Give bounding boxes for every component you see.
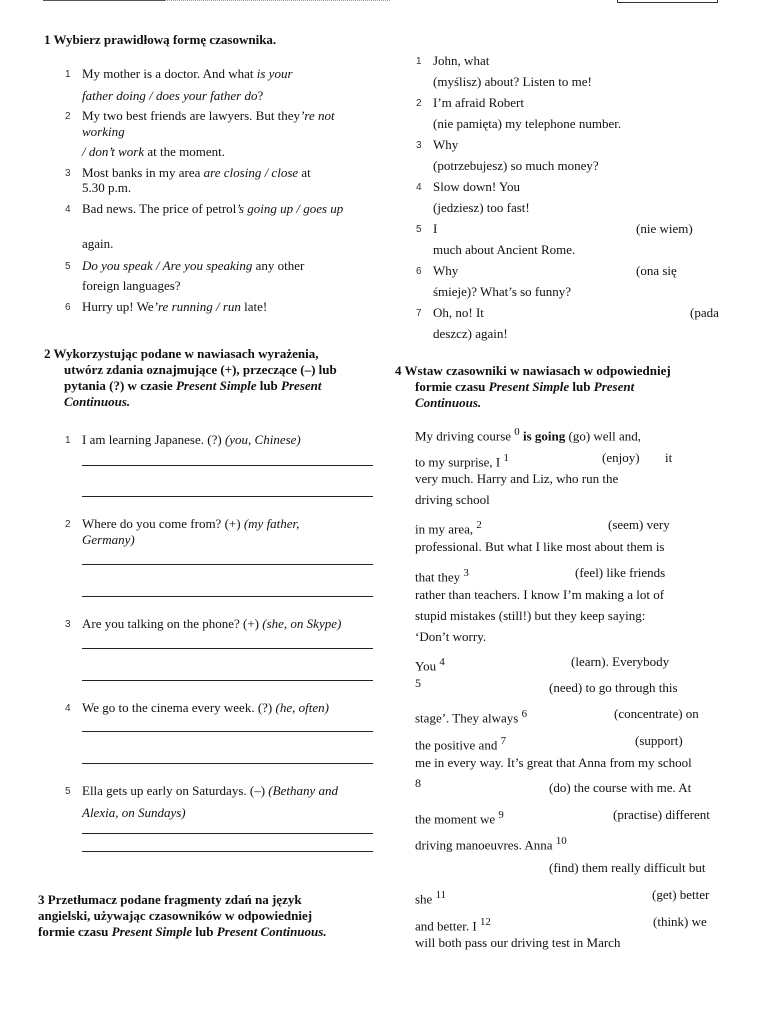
example-answer: is going xyxy=(519,428,566,444)
ex4-line: stupid mistakes (still!) but they keep saying: xyxy=(415,608,646,623)
ex4-title-part: lub xyxy=(569,379,594,394)
ex4-text: she xyxy=(415,891,436,907)
ex1-item-6 xyxy=(82,299,267,315)
ex1-item-4 xyxy=(82,201,372,217)
ex4-text: (think) we xyxy=(653,914,707,929)
ex1-option: ’re running / run xyxy=(153,299,241,314)
ex4-text: (get) better xyxy=(652,887,710,902)
ex4-text: (seem) very xyxy=(608,517,670,532)
ex1-item-number: 6 xyxy=(65,302,71,313)
ex3-title-part: lub xyxy=(192,924,217,939)
gap-number: 3 xyxy=(463,567,469,579)
gap-number: 10 xyxy=(555,835,567,847)
ex2-item-hint: (he, often) xyxy=(275,700,329,715)
ex3-title-part: Present Continuous. xyxy=(216,924,327,939)
top-box xyxy=(617,0,718,3)
ex3-item-6-right: (ona się xyxy=(636,263,677,278)
ex3-item-7: Oh, no! It xyxy=(433,305,484,320)
gap-number: 12 xyxy=(479,916,491,928)
answer-line[interactable] xyxy=(82,496,373,497)
ex3-item-6-line2: śmieje)? What’s so funny? xyxy=(433,284,572,299)
ex2-item-number: 3 xyxy=(65,619,71,630)
ex1-item-5 xyxy=(82,258,304,274)
answer-line[interactable] xyxy=(82,763,373,764)
ex1-item-5-line2: foreign languages? xyxy=(82,278,181,293)
ex3-item-number: 1 xyxy=(416,56,422,67)
ex1-option: father doing / does your father do xyxy=(82,88,258,103)
ex1-item-1 xyxy=(82,66,362,82)
gap-number: 1 xyxy=(503,452,509,464)
ex2-item-hint: (you, Chinese) xyxy=(224,432,301,447)
ex1-option: Do you speak / Are you speaking xyxy=(82,258,253,273)
ex3-title xyxy=(38,892,373,940)
ex4-line: professional. But what I like most about them is xyxy=(415,539,665,554)
ex4-text: in my area, xyxy=(415,521,477,537)
ex2-title-part: Present Simple xyxy=(175,378,257,393)
ex1-item-1-line2 xyxy=(82,88,263,104)
ex2-title-line: 2 Wykorzystując podane w nawiasach wyrażenia, xyxy=(44,346,319,361)
ex2-title-part: Present xyxy=(281,378,322,393)
ex3-title-line: 3 Przetłumacz podane fragmenty zdań na język xyxy=(38,892,302,907)
ex4-line xyxy=(415,654,445,674)
ex2-item-hint: (my father, xyxy=(243,516,300,531)
ex4-text: it xyxy=(665,450,673,465)
ex2-item-hint: Germany) xyxy=(82,532,135,547)
gap-number: 11 xyxy=(435,889,447,901)
ex3-item-3-line2: (potrzebujesz) so much money? xyxy=(433,158,599,173)
ex1-item-4-line2: again. xyxy=(82,236,114,251)
ex3-item-6: Why xyxy=(433,263,459,278)
ex4-line: ‘Don’t worry. xyxy=(415,629,487,644)
answer-line[interactable] xyxy=(82,564,373,565)
ex3-title-part: Present Simple xyxy=(111,924,193,939)
gap-number: 2 xyxy=(476,519,482,531)
ex2-item-text: I am learning Japanese. (?) xyxy=(82,432,225,447)
ex1-option: ’s going up / goes up xyxy=(236,201,344,216)
ex2-title-line: utwórz zdania oznajmujące (+), przeczące (–) lub xyxy=(64,362,337,377)
ex4-line xyxy=(415,733,506,753)
ex1-item-text: at the moment. xyxy=(144,144,225,159)
ex4-line xyxy=(415,914,491,934)
ex2-item-number: 2 xyxy=(65,519,71,530)
ex1-item-3-line2: 5.30 p.m. xyxy=(82,180,132,195)
ex4-line xyxy=(415,887,446,907)
top-rule-left xyxy=(43,0,165,1)
ex3-item-number: 2 xyxy=(416,98,422,109)
ex1-item-2 xyxy=(82,108,367,140)
ex1-item-number: 4 xyxy=(65,204,71,215)
ex3-item-1: John, what xyxy=(433,53,490,68)
ex3-title-line: angielski, używając czasowników w odpowiedniej xyxy=(38,908,313,923)
ex4-text: (learn). Everybody xyxy=(571,654,670,669)
ex4-text: the moment we xyxy=(415,811,499,827)
ex1-item-text: My mother is a doctor. And what xyxy=(82,66,257,81)
ex2-item-2 xyxy=(82,516,299,532)
ex3-item-number: 5 xyxy=(416,224,422,235)
ex2-item-4 xyxy=(82,700,329,716)
ex4-text: You xyxy=(415,658,440,674)
ex4-line: me in every way. It’s great that Anna from my school xyxy=(415,755,692,770)
ex4-text: (concentrate) on xyxy=(614,706,699,721)
answer-line[interactable] xyxy=(82,648,373,649)
answer-line[interactable] xyxy=(82,680,373,681)
ex1-item-number: 1 xyxy=(65,69,71,80)
ex3-item-4-line2: (jedziesz) too fast! xyxy=(433,200,530,215)
ex4-line xyxy=(415,450,509,470)
ex3-item-4: Slow down! You xyxy=(433,179,521,194)
ex1-option: is your xyxy=(256,66,293,81)
ex2-title-part: pytania (?) w czasie xyxy=(64,378,176,393)
ex1-option: ’re not working xyxy=(82,108,335,139)
ex1-item-text: late! xyxy=(240,299,268,314)
gap-number: 0 xyxy=(514,426,520,438)
answer-line[interactable] xyxy=(82,465,373,466)
ex1-option: are closing / close xyxy=(203,165,299,180)
ex3-item-5: I xyxy=(433,221,438,236)
ex3-item-number: 7 xyxy=(416,308,422,319)
ex3-item-number: 3 xyxy=(416,140,422,151)
ex2-item-text: We go to the cinema every week. (?) xyxy=(82,700,276,715)
gap-number: 8 xyxy=(415,776,421,790)
ex4-line: will both pass our driving test in March xyxy=(415,935,621,950)
ex3-item-7-right: (pada xyxy=(690,305,719,320)
answer-line[interactable] xyxy=(82,731,373,732)
ex2-item-3 xyxy=(82,616,341,632)
ex1-item-number: 2 xyxy=(65,111,71,122)
ex4-text: the positive and xyxy=(415,737,501,753)
ex2-title-part: lub xyxy=(256,378,282,393)
ex3-title-part: formie czasu xyxy=(38,924,112,939)
ex4-title-line: 4 Wstaw czasowniki w nawiasach w odpowiedniej xyxy=(395,363,671,378)
ex4-text: (go) well and, xyxy=(565,428,642,444)
ex3-item-number: 6 xyxy=(416,266,422,277)
ex3-item-2: I’m afraid Robert xyxy=(433,95,524,110)
ex3-item-7-line2: deszcz) again! xyxy=(433,326,508,341)
ex4-title-part: Continuous. xyxy=(415,395,482,410)
ex2-item-1 xyxy=(82,432,301,448)
ex2-item-hint: (she, on Skype) xyxy=(262,616,342,631)
ex1-item-text: My two best friends are lawyers. But they xyxy=(82,108,301,123)
ex4-line xyxy=(415,807,504,827)
ex4-text: (support) xyxy=(635,733,683,748)
gap-number: 7 xyxy=(500,735,506,747)
ex1-item-number: 5 xyxy=(65,261,71,272)
gap-number: 6 xyxy=(521,708,528,720)
ex4-line: very much. Harry and Liz, who run the xyxy=(415,471,619,486)
ex1-item-text: ? xyxy=(257,88,264,103)
ex2-item-number: 4 xyxy=(65,703,71,714)
ex3-item-5-line2: much about Ancient Rome. xyxy=(433,242,576,257)
ex3-item-3: Why xyxy=(433,137,459,152)
ex4-text: (do) the course with me. At xyxy=(549,780,692,795)
ex1-option: / don’t work xyxy=(82,144,145,159)
ex4-line xyxy=(415,424,675,444)
gap-number: 9 xyxy=(498,809,504,821)
ex2-item-2-line2 xyxy=(82,532,135,548)
ex4-line xyxy=(415,833,567,853)
ex4-text: My driving course xyxy=(415,428,515,444)
ex2-item-number: 1 xyxy=(65,435,71,446)
ex2-item-hint: Alexia, on Sundays) xyxy=(82,805,186,820)
ex4-title-part: formie czasu xyxy=(415,379,489,394)
ex4-text: (practise) different xyxy=(613,807,710,822)
ex4-text: driving manoeuvres. Anna xyxy=(415,837,556,853)
answer-line[interactable] xyxy=(82,851,373,852)
answer-line[interactable] xyxy=(82,833,373,834)
ex3-item-number: 4 xyxy=(416,182,422,193)
ex4-line: rather than teachers. I know I’m making a lot of xyxy=(415,587,665,602)
top-rule-dotted xyxy=(165,0,390,1)
ex4-line xyxy=(415,565,469,585)
ex4-text: (feel) like friends xyxy=(575,565,666,580)
ex4-line: driving school xyxy=(415,492,490,507)
ex1-item-text: Most banks in my area xyxy=(82,165,204,180)
ex4-text: (find) them really difficult but xyxy=(549,860,706,875)
ex1-item-text: Bad news. The price of petrol xyxy=(82,201,237,216)
ex1-item-3 xyxy=(82,165,311,181)
ex3-item-2-line2: (nie pamięta) my telephone number. xyxy=(433,116,622,131)
ex2-item-text: Are you talking on the phone? (+) xyxy=(82,616,263,631)
ex4-text: and better. I xyxy=(415,918,480,934)
gap-number: 5 xyxy=(415,676,421,690)
ex2-item-hint: (Bethany and xyxy=(268,783,338,798)
ex4-line xyxy=(415,706,527,726)
ex4-title-part: Present xyxy=(593,379,635,394)
ex2-item-5 xyxy=(82,783,338,799)
ex1-item-text: Hurry up! We xyxy=(82,299,154,314)
ex2-item-text: Where do you come from? (+) xyxy=(82,516,244,531)
ex3-item-5-right: (nie wiem) xyxy=(636,221,693,236)
ex1-item-2-line2 xyxy=(82,144,225,160)
ex4-text: (need) to go through this xyxy=(549,680,678,695)
ex3-item-1-line2: (myślisz) about? Listen to me! xyxy=(433,74,592,89)
ex1-item-text: at xyxy=(298,165,311,180)
ex1-item-text: any other xyxy=(252,258,305,273)
ex4-title xyxy=(395,363,725,411)
ex2-item-text: Ella gets up early on Saturdays. (–) xyxy=(82,783,269,798)
ex2-item-number: 5 xyxy=(65,786,71,797)
ex4-text: to my surprise, I xyxy=(415,454,504,470)
gap-number: 4 xyxy=(439,656,445,668)
ex4-line xyxy=(415,517,482,537)
ex2-item-5-line2 xyxy=(82,805,186,821)
ex4-text: that they xyxy=(415,569,464,585)
ex4-text: stage’. They always xyxy=(415,710,522,726)
ex4-title-part: Present Simple xyxy=(488,379,570,394)
answer-line[interactable] xyxy=(82,596,373,597)
ex1-title: 1 Wybierz prawidłową formę czasownika. xyxy=(44,32,277,47)
ex2-title xyxy=(44,346,374,410)
ex4-text: (enjoy) xyxy=(602,450,640,465)
ex2-title-part: Continuous. xyxy=(64,394,131,409)
ex1-item-number: 3 xyxy=(65,168,71,179)
